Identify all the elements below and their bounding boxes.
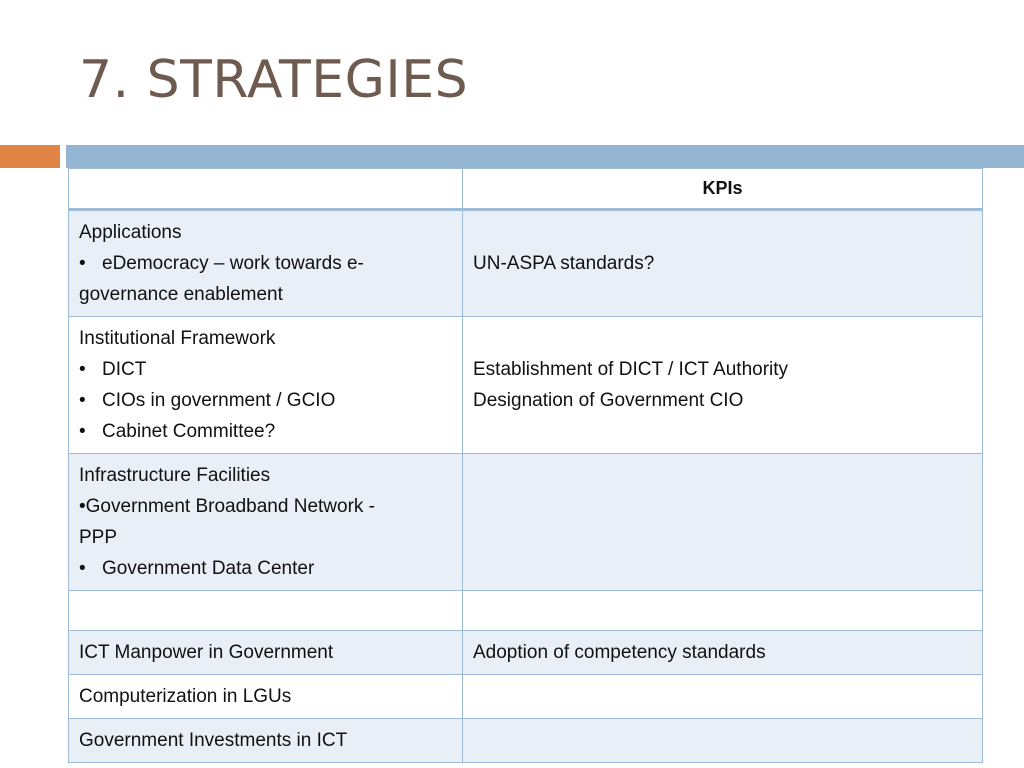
table-row xyxy=(69,317,983,454)
kpi-text: Designation of Government CIO xyxy=(473,390,744,411)
strategy-bullet: • Government Data Center xyxy=(79,553,452,584)
kpi-text: Establishment of DICT / ICT Authority xyxy=(473,359,789,380)
strategy-cell xyxy=(69,210,463,317)
kpi-cell xyxy=(463,719,983,763)
table-row xyxy=(69,591,983,631)
strategy-cell xyxy=(69,631,463,675)
strategy-cell xyxy=(69,675,463,719)
accent-bar-orange xyxy=(0,145,60,168)
accent-bar-blue xyxy=(66,145,1024,168)
strategy-continuation: governance enablement xyxy=(79,284,283,305)
strategy-cell xyxy=(69,591,463,631)
header-strategy-cell xyxy=(69,169,463,210)
table-row xyxy=(69,719,983,763)
strategy-heading: Infrastructure Facilities xyxy=(79,465,271,486)
table-row xyxy=(69,631,983,675)
kpi-cell xyxy=(463,591,983,631)
strategy-cell xyxy=(69,454,463,591)
kpi-cell xyxy=(463,631,983,675)
table-row xyxy=(69,675,983,719)
table-row xyxy=(69,210,983,317)
strategy-heading: ICT Manpower in Government xyxy=(79,642,334,663)
kpi-cell xyxy=(463,210,983,317)
slide-title: 7. STRATEGIES xyxy=(79,50,469,110)
strategy-bullet: • eDemocracy – work towards e- xyxy=(79,248,452,279)
strategy-heading: Institutional Framework xyxy=(79,328,276,349)
strategy-text: •Government Broadband Network - xyxy=(79,496,376,517)
strategy-heading: Government Investments in ICT xyxy=(79,730,348,751)
strategy-bullet: • DICT xyxy=(79,354,452,385)
strategy-bullet: • CIOs in government / GCIO xyxy=(79,385,452,416)
table-header-row xyxy=(69,169,983,210)
kpi-cell xyxy=(463,317,983,454)
strategy-cell xyxy=(69,317,463,454)
kpi-text: Adoption of competency standards xyxy=(473,642,766,663)
strategy-cell xyxy=(69,719,463,763)
strategy-heading: Computerization in LGUs xyxy=(79,686,292,707)
strategy-bullet: • Cabinet Committee? xyxy=(79,416,452,447)
strategies-table xyxy=(68,168,983,763)
table-row xyxy=(69,454,983,591)
kpi-cell xyxy=(463,454,983,591)
kpi-cell xyxy=(463,675,983,719)
kpi-text: UN-ASPA standards? xyxy=(473,253,655,274)
strategy-heading: Applications xyxy=(79,222,182,243)
header-kpis-cell: KPIs xyxy=(463,169,983,210)
strategy-text: PPP xyxy=(79,527,118,548)
